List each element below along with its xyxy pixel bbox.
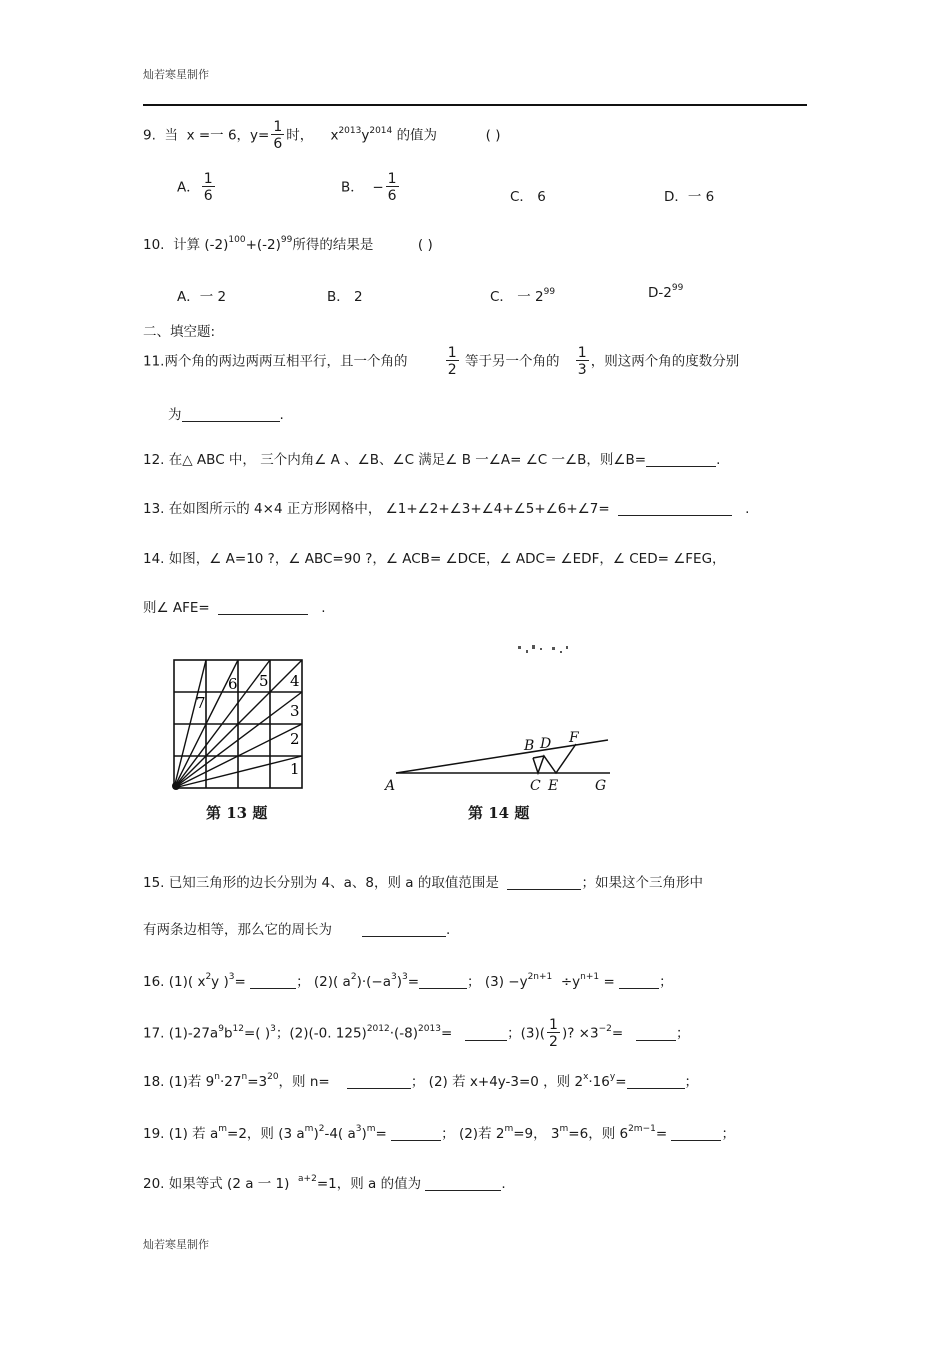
point-label: C xyxy=(530,778,541,794)
angle-label: 3 xyxy=(290,702,300,720)
point-label: B xyxy=(524,738,535,754)
question-13: 13. 在如图所示的 4×4 正方形网格中， ∠1+∠2+∠3+∠4+∠5+∠6+∠7= . xyxy=(143,501,750,517)
q9-option-c: C． 6 xyxy=(510,189,546,205)
question-9: 9. 当 x =一 6，y= $\frac{1}{6}$ 时， $x^{2013}y^{2014}$ 的值为 ( ) xyxy=(143,119,501,152)
question-11-line2: 为 . xyxy=(168,407,284,423)
figure-14-diagram xyxy=(380,640,620,795)
angle-label: 5 xyxy=(259,672,269,690)
q9-option-d: D．一 6 xyxy=(664,189,715,205)
q10-option-d: $D-2^{99}$ xyxy=(648,283,684,301)
answer-blank xyxy=(465,1026,507,1041)
point-label: D xyxy=(540,736,552,752)
figure-13-caption: 第 13 题 xyxy=(206,804,268,822)
figure-14-caption: 第 14 题 xyxy=(468,804,530,822)
angle-label: 4 xyxy=(290,672,300,690)
answer-blank xyxy=(362,922,446,937)
question-12: 12. 在△ ABC 中， 三个内角∠ A 、∠B、∠C 满足∠ B 一∠A= ∠C 一∠B，则∠B= . xyxy=(143,452,721,468)
answer-blank xyxy=(627,1074,685,1089)
question-14-line2: 则∠ AFE= . xyxy=(143,600,326,616)
question-15: 15. 已知三角形的边长分别为 4、a、8，则 a 的取值范围是 ；如果这个三角形中 xyxy=(143,875,703,891)
question-15-line2: 有两条边相等，那么它的周长为 . xyxy=(143,922,451,938)
question-20: 20. 如果等式 (2 a 一 1) $^{a+2}$=1，则 a 的值为 . xyxy=(143,1174,506,1192)
angle-label: 2 xyxy=(290,730,300,748)
angle-label: 1 xyxy=(290,760,300,778)
question-19: 19. (1) 若 $a^m=2$，则 (3 $a^m)^2-4$( $a^3)^m=$ ； (2)若 $2^m=9$， $3^m=6$，则 $6^{2m-1}=$ ； xyxy=(143,1124,735,1142)
page-header: 灿若寒星制作 xyxy=(143,68,209,81)
question-18: 18. (1)若 $9^n\cdot 27^n=3^{20}$，则 n= ； (2) 若 x+4y-3=0 ，则 $2^x\cdot 16^y=$ ； xyxy=(143,1072,699,1090)
answer-blank xyxy=(636,1026,676,1041)
q10-option-c: C． 一 $2^{99}$ xyxy=(490,287,556,305)
figure-13-grid xyxy=(170,656,310,796)
answer-blank xyxy=(419,974,467,989)
answer-blank xyxy=(218,600,308,615)
answer-blank xyxy=(391,1126,441,1141)
question-14: 14. 如图，∠ A=10 ?，∠ ABC=90 ?，∠ ACB= ∠DCE，∠ ADC= ∠EDF，∠ CED= ∠FEG， xyxy=(143,551,726,567)
question-11: 11.两个角的两边两两互相平行，且一个角的 $\frac{1}{2}$ 等于另一个角的 $\frac{1}{3}$ ，则这两个角的度数分别 xyxy=(143,345,740,378)
point-label: F xyxy=(569,730,579,746)
answer-paren: ( ) xyxy=(417,237,433,253)
point-label: A xyxy=(385,778,396,794)
header-rule xyxy=(143,104,807,106)
answer-blank xyxy=(250,974,296,989)
angle-label: 7 xyxy=(196,694,206,712)
answer-blank xyxy=(646,452,716,467)
angle-label: 6 xyxy=(228,675,238,693)
answer-paren: ( ) xyxy=(485,127,501,144)
answer-blank xyxy=(619,974,659,989)
fraction-y: $\frac{1}{6}$ xyxy=(273,119,283,152)
answer-blank xyxy=(182,407,280,422)
section-title: 二、填空题: xyxy=(143,324,216,340)
q9-option-a: A． $\frac{1}{6}$ xyxy=(177,171,213,204)
answer-blank xyxy=(347,1074,411,1089)
answer-blank xyxy=(425,1176,501,1191)
q9-option-b: B． − $\frac{1}{6}$ xyxy=(341,171,397,204)
q10-option-a: A．一 2 xyxy=(177,289,227,305)
page-footer: 灿若寒星制作 xyxy=(143,1238,209,1251)
answer-blank xyxy=(618,501,732,516)
answer-blank xyxy=(671,1126,721,1141)
point-label: G xyxy=(595,778,607,794)
question-16: 16. (1)( $x^2y$ )$^3$= ； (2)( $a^2)\cdot(-a^3)^3=$ ； $(3) -y^{2n+1} \div y^{n+1}$ = ； xyxy=(143,972,673,990)
question-10: 10. 计算 $(-2)^{100}+(-2)^{99}$所得的结果是 ( ) xyxy=(143,235,433,253)
answer-blank xyxy=(507,875,581,890)
q10-option-b: B． 2 xyxy=(327,289,363,305)
point-label: E xyxy=(548,778,559,794)
question-17: 17. $(1)-27a^9b^{12}=$( )$^3$；(2)(-0. $125)^{2012}\cdot(-8)^{2013}=$ ；(3)( $\frac{1}{2}$ )? $\times 3^{-2}=$ ； xyxy=(143,1017,690,1050)
